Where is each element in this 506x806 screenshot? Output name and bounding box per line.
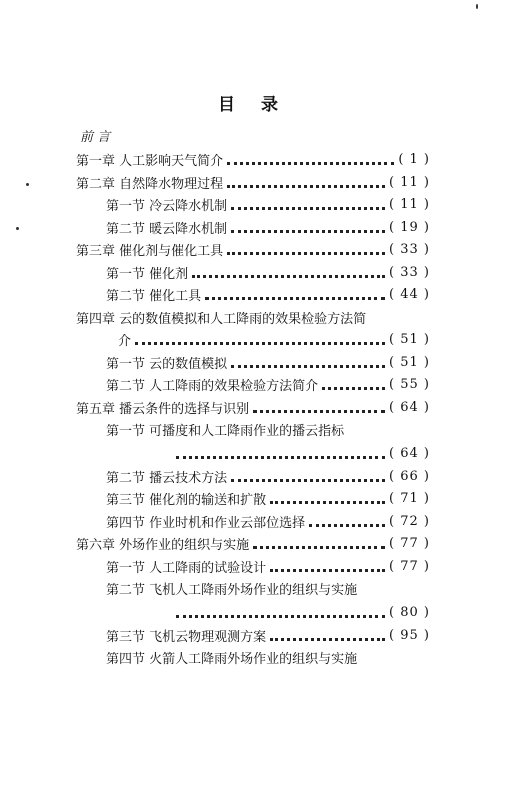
dot-leader <box>253 388 385 413</box>
toc-entry-label: 第二节 暖云降水机制 <box>106 221 228 237</box>
toc-entry-page: ( 11 ) <box>389 174 430 190</box>
toc-entry-page: ( 64 ) <box>389 445 430 461</box>
dot-leader <box>227 140 394 165</box>
toc-entry-label: 第一节 催化剂 <box>106 266 189 282</box>
toc-entry-page: ( 1 ) <box>398 151 430 167</box>
toc-entry-label: 前 言 <box>80 129 111 145</box>
toc-entry-label: 第六章 外场作业的组织与实施 <box>76 537 250 553</box>
toc-entry-page: ( 33 ) <box>389 264 430 280</box>
toc-entry[interactable] <box>106 646 430 668</box>
toc-entry-page: ( 44 ) <box>389 286 430 302</box>
toc-entry-page: ( 77 ) <box>389 558 430 574</box>
toc-entry-page: ( 11 ) <box>389 196 430 212</box>
dot-leader <box>176 434 385 459</box>
toc-entry[interactable] <box>106 624 430 646</box>
scan-speck <box>476 4 478 9</box>
toc-entry-label: 第二节 人工降雨的效果检验方法简介 <box>106 378 319 394</box>
toc-entry-label: 第四节 火箭人工降雨外场作业的组织与实施 <box>106 651 358 667</box>
toc-entry-label: 第一章 人工影响天气简介 <box>76 153 224 169</box>
toc-entry-page: ( 64 ) <box>389 399 430 415</box>
dot-leader <box>253 524 385 549</box>
toc-entry-page: ( 72 ) <box>389 513 430 529</box>
toc-entry[interactable] <box>106 555 430 577</box>
toc-entry-page: ( 33 ) <box>389 241 430 257</box>
toc-entry-page: ( 55 ) <box>389 376 430 392</box>
toc-entry-page: ( 71 ) <box>389 490 430 506</box>
toc-entry-label: 介 <box>118 333 132 349</box>
dot-leader <box>135 320 385 345</box>
toc-entry[interactable] <box>76 396 430 418</box>
toc-entry-label: 第二节 催化工具 <box>106 288 202 304</box>
toc-entry-label: 第一节 云的数值模拟 <box>106 356 228 372</box>
toc-entry-label: 第三章 催化剂与催化工具 <box>76 243 224 259</box>
toc-entry-label: 第三节 飞机云物理观测方案 <box>106 629 267 645</box>
dot-leader <box>322 365 385 390</box>
toc-entry-page: ( 95 ) <box>389 627 430 643</box>
scan-speck <box>16 227 19 230</box>
dot-leader <box>227 230 385 255</box>
toc-entry[interactable] <box>80 124 110 146</box>
dot-leader <box>270 479 385 504</box>
toc-entry-page: ( 77 ) <box>389 535 430 551</box>
toc-entry-label: 第五章 播云条件的选择与识别 <box>76 401 250 417</box>
toc-entry-label: 第一节 冷云降水机制 <box>106 198 228 214</box>
scan-speck <box>26 183 29 186</box>
toc-entry-label: 第二节 飞机人工降雨外场作业的组织与实施 <box>106 582 358 598</box>
toc-entry-label: 第一节 可播度和人工降雨作业的播云指标 <box>106 423 345 439</box>
toc-entry-page: ( 66 ) <box>389 468 430 484</box>
toc-entry[interactable] <box>106 283 430 305</box>
dot-leader <box>231 185 385 210</box>
dot-leader <box>176 593 385 618</box>
page-title: 目 录 <box>218 95 288 115</box>
toc-entry-label: 第四章 云的数值模拟和人工降雨的效果检验方法简 <box>76 311 367 327</box>
toc-entry-label: 第一节 人工降雨的试验设计 <box>106 560 267 576</box>
toc-entry-label: 第四节 作业时机和作业云部位选择 <box>106 515 306 531</box>
toc-entry-label: 第二节 播云技术方法 <box>106 470 228 486</box>
dot-leader <box>270 616 385 641</box>
toc-entry-page: ( 19 ) <box>389 219 430 235</box>
dot-leader <box>270 547 385 572</box>
toc-entry-page: ( 51 ) <box>389 331 430 347</box>
toc-entry-label: 第二章 自然降水物理过程 <box>76 176 224 192</box>
toc-entry-label: 第三节 催化剂的输送和扩散 <box>106 492 267 508</box>
toc-entry-page: ( 80 ) <box>389 604 430 620</box>
toc-entry-page: ( 51 ) <box>389 354 430 370</box>
dot-leader <box>205 275 385 300</box>
